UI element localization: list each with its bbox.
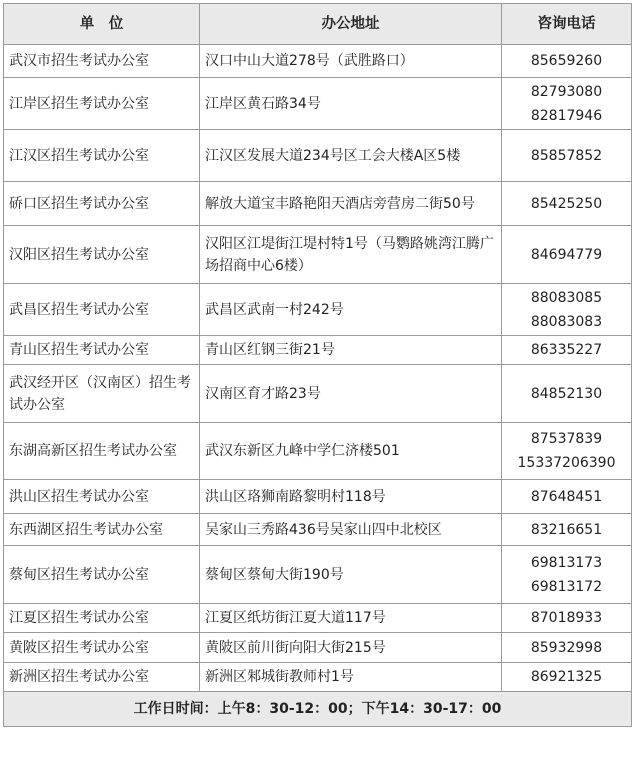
phone-cell — [502, 365, 632, 423]
office-address: 武昌区武南一村242号 — [200, 284, 502, 336]
phone-number: 85932998 — [530, 639, 603, 656]
table-row — [4, 130, 632, 182]
table-row — [4, 45, 632, 78]
org-name: 武汉市招生考试办公室 — [4, 45, 200, 78]
table-row — [4, 78, 632, 130]
table-row — [4, 423, 632, 480]
office-address: 江汉区发展大道234号区工会大楼A区5楼 — [200, 130, 502, 182]
office-address: 吴家山三秀路436号吴家山四中北校区 — [200, 514, 502, 546]
table-row — [4, 546, 632, 604]
org-name: 武汉经开区（汉南区）招生考试办公室 — [4, 365, 200, 423]
office-address: 新洲区邾城街教师村1号 — [200, 663, 502, 692]
table-row — [4, 284, 632, 336]
office-address: 解放大道宝丰路艳阳天酒店旁营房二街50号 — [200, 182, 502, 226]
contact-table-container — [3, 3, 631, 727]
phone-number: 88083085 — [530, 289, 603, 306]
phone-number: 85425250 — [530, 195, 603, 212]
table-row — [4, 633, 632, 663]
office-address: 汉口中山大道278号（武胜路口） — [200, 45, 502, 78]
phone-cell — [502, 284, 632, 336]
phone-cell — [502, 423, 632, 480]
phone-number: 82817946 — [530, 107, 603, 124]
phone-number: 85857852 — [530, 147, 603, 164]
org-name: 硚口区招生考试办公室 — [4, 182, 200, 226]
table-row — [4, 514, 632, 546]
table-row — [4, 663, 632, 692]
phone-number: 83216651 — [530, 521, 603, 538]
phone-cell — [502, 604, 632, 633]
org-name: 东湖高新区招生考试办公室 — [4, 423, 200, 480]
phone-cell — [502, 480, 632, 514]
header-address: 办公地址 — [200, 4, 502, 45]
phone-number: 69813172 — [530, 578, 603, 595]
office-address: 江夏区纸坊街江夏大道117号 — [200, 604, 502, 633]
phone-number: 84852130 — [530, 385, 603, 402]
org-name: 蔡甸区招生考试办公室 — [4, 546, 200, 604]
table-row — [4, 226, 632, 284]
phone-cell — [502, 546, 632, 604]
office-address: 青山区红钢三街21号 — [200, 336, 502, 365]
phone-cell — [502, 514, 632, 546]
office-address: 洪山区珞狮南路黎明村118号 — [200, 480, 502, 514]
phone-cell — [502, 663, 632, 692]
office-address: 武汉东新区九峰中学仁济楼501 — [200, 423, 502, 480]
table-header-row — [4, 4, 632, 45]
org-name: 东西湖区招生考试办公室 — [4, 514, 200, 546]
table-row — [4, 336, 632, 365]
phone-number: 87648451 — [530, 488, 603, 505]
office-address: 黄陂区前川街向阳大街215号 — [200, 633, 502, 663]
office-address: 江岸区黄石路34号 — [200, 78, 502, 130]
office-address: 汉南区育才路23号 — [200, 365, 502, 423]
org-name: 武昌区招生考试办公室 — [4, 284, 200, 336]
table-row — [4, 480, 632, 514]
phone-cell — [502, 182, 632, 226]
org-name: 江夏区招生考试办公室 — [4, 604, 200, 633]
org-name: 青山区招生考试办公室 — [4, 336, 200, 365]
phone-number: 87018933 — [530, 610, 603, 626]
table-row — [4, 365, 632, 423]
org-name: 江岸区招生考试办公室 — [4, 78, 200, 130]
phone-number: 84694779 — [530, 246, 603, 263]
header-phone: 咨询电话 — [502, 4, 632, 45]
org-name: 江汉区招生考试办公室 — [4, 130, 200, 182]
footer-row — [4, 692, 632, 727]
phone-number: 15337206390 — [517, 455, 616, 471]
org-name: 黄陂区招生考试办公室 — [4, 633, 200, 663]
contact-table — [3, 3, 632, 727]
table-body — [4, 45, 632, 692]
phone-number: 69813173 — [530, 554, 603, 571]
phone-number: 87537839 — [530, 431, 603, 447]
phone-cell — [502, 336, 632, 365]
phone-cell — [502, 226, 632, 284]
table-row — [4, 604, 632, 633]
office-hours: 工作日时间：上午8：30-12：00；下午14：30-17：00 — [4, 692, 632, 727]
header-org: 单 位 — [4, 4, 200, 45]
phone-number: 88083083 — [530, 313, 603, 330]
phone-cell — [502, 130, 632, 182]
phone-number: 82793080 — [530, 83, 603, 100]
org-name: 新洲区招生考试办公室 — [4, 663, 200, 692]
table-row — [4, 182, 632, 226]
phone-number: 85659260 — [530, 53, 603, 69]
org-name: 洪山区招生考试办公室 — [4, 480, 200, 514]
org-name: 汉阳区招生考试办公室 — [4, 226, 200, 284]
phone-cell — [502, 78, 632, 130]
phone-number: 86335227 — [530, 342, 603, 358]
phone-cell — [502, 633, 632, 663]
office-address: 蔡甸区蔡甸大街190号 — [200, 546, 502, 604]
office-address: 汉阳区江堤街江堤村特1号（马鹦路姚湾江腾广场招商中心6楼） — [200, 226, 502, 284]
phone-cell — [502, 45, 632, 78]
phone-number: 86921325 — [530, 669, 603, 685]
